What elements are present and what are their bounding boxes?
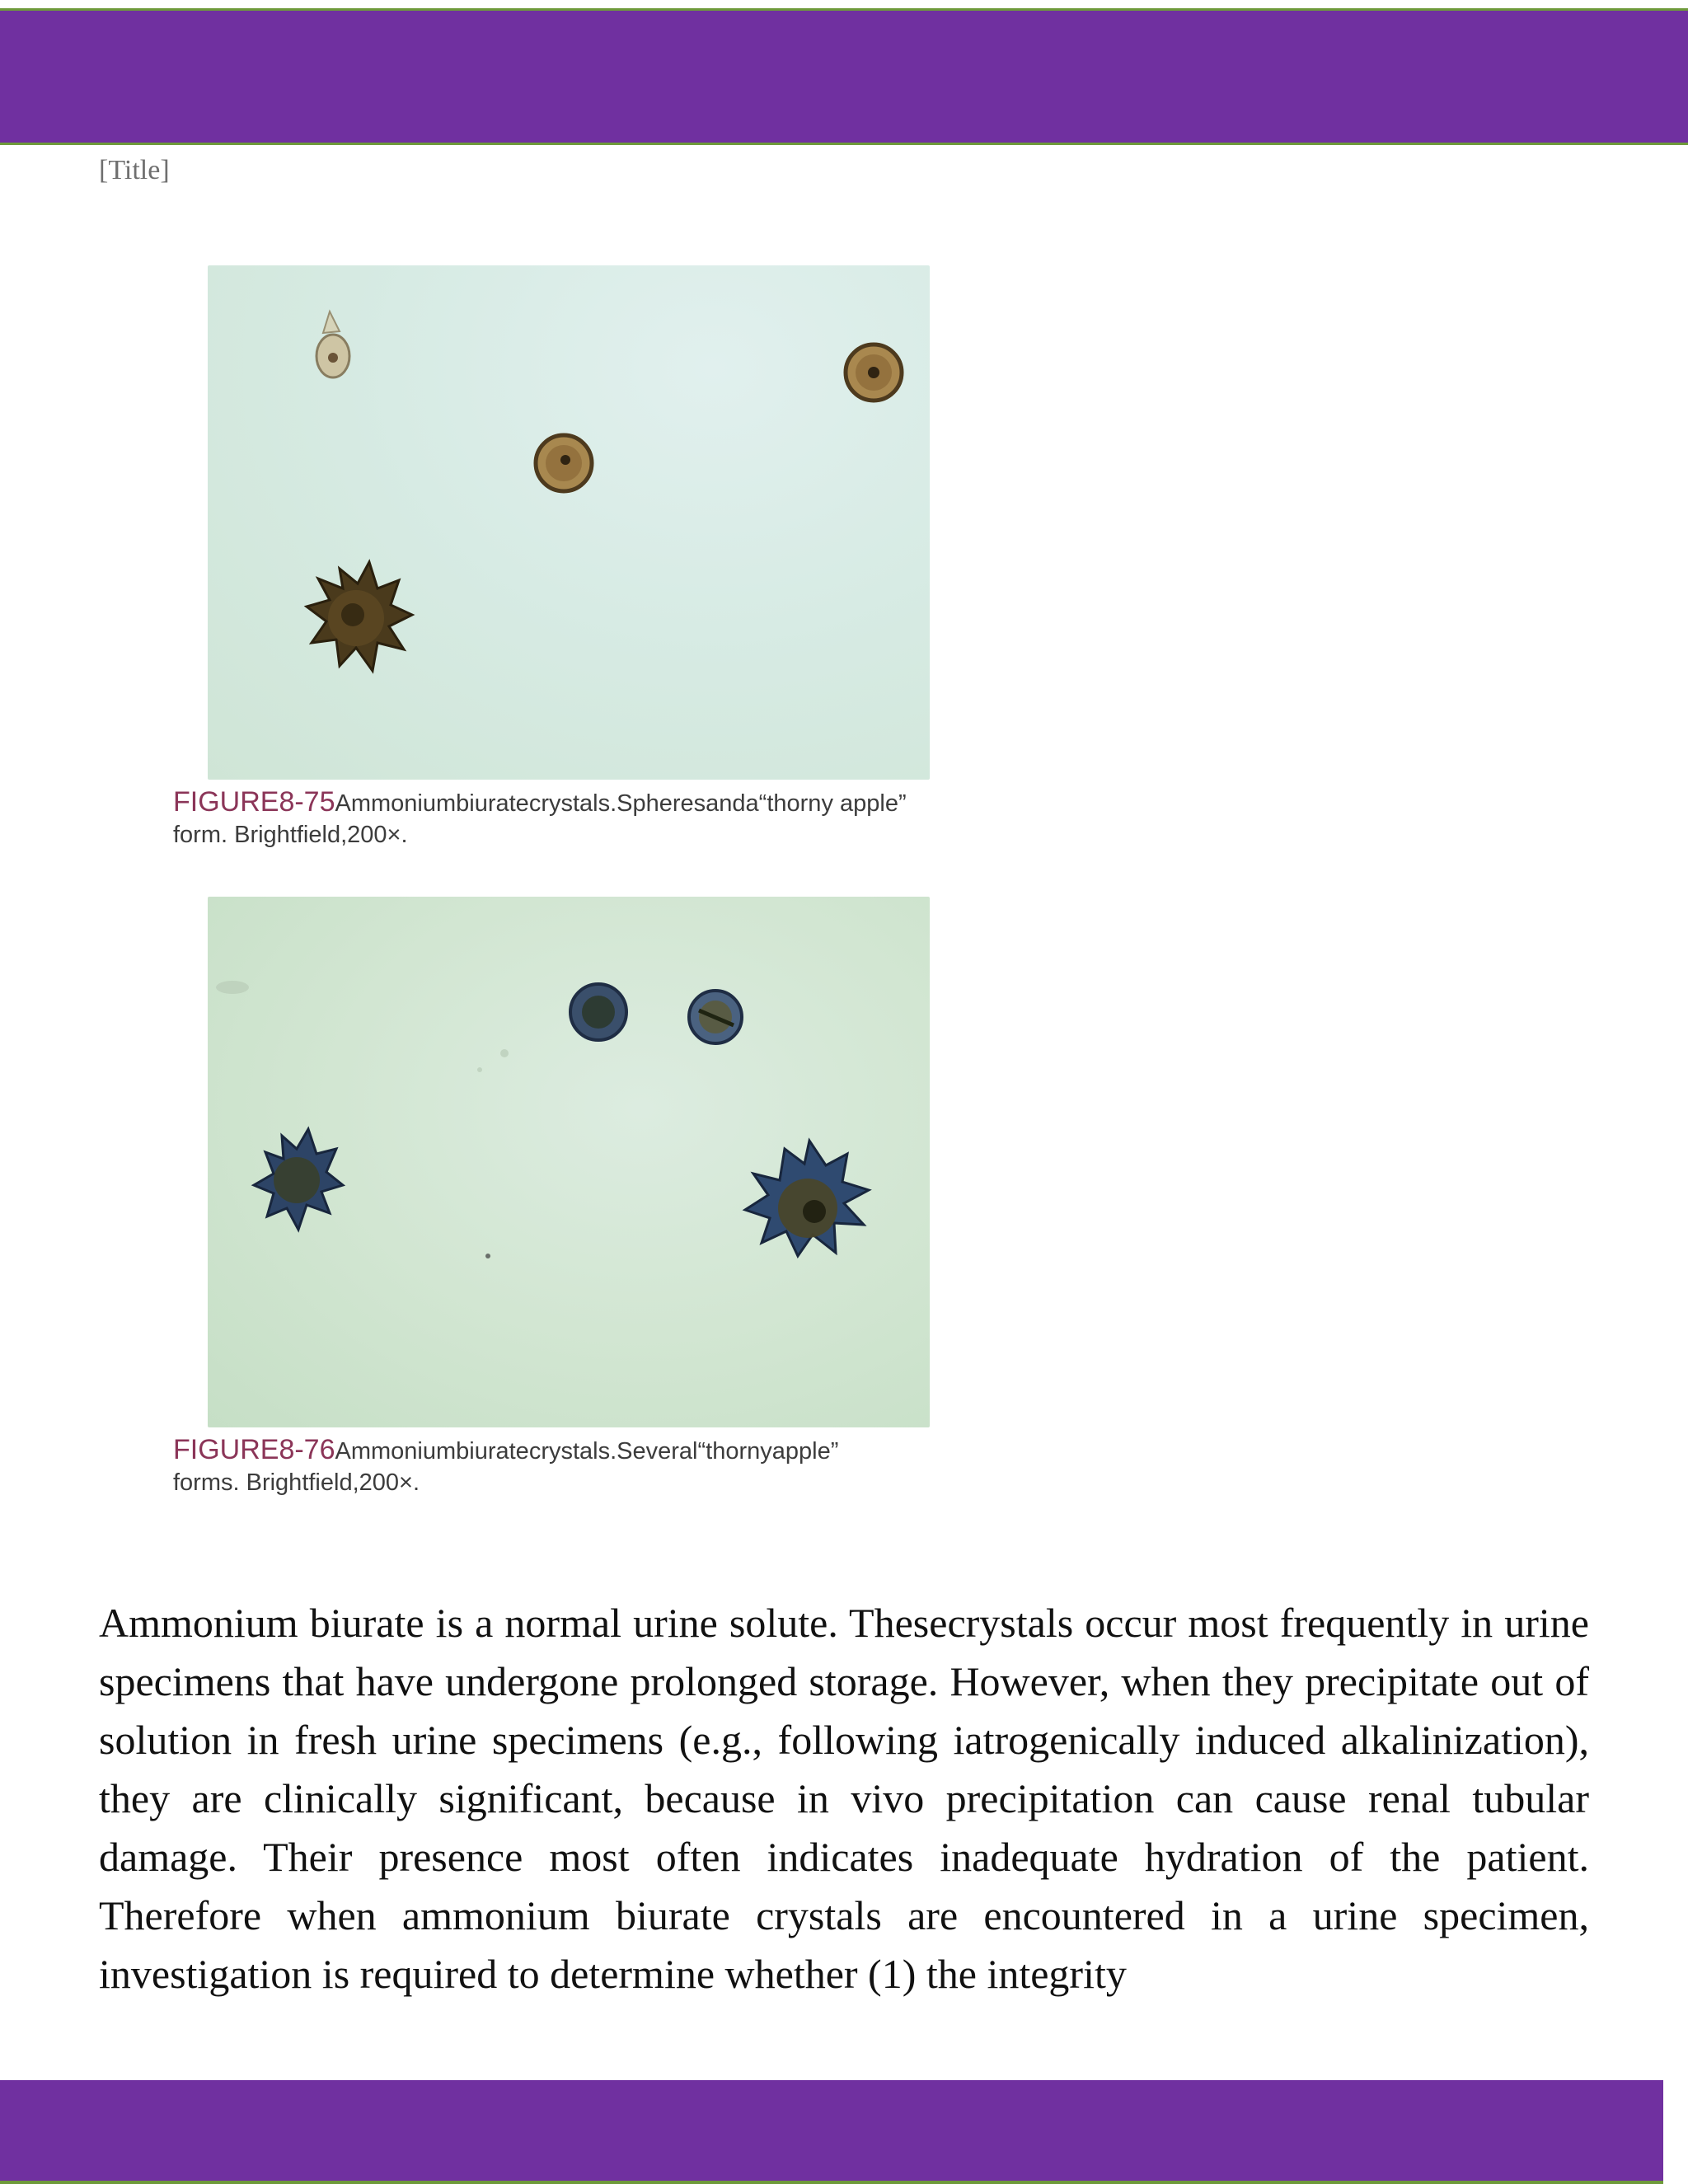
debris-specks [216, 981, 509, 1258]
crystal-thorny-right [745, 1141, 869, 1256]
body-paragraph: Ammonium biurate is a normal urine solute. Thesecrystals occur most frequently in urine specimens that have undergone prolonged storage. However, when they precipitate out of solution in fresh urine specimens (e.g., following iatrogenically induced alkalinization), they are clinically significant, because in vivo precipitation can cause renal tubular damage. Their presence most often indicates inadequate hydration of the patient. Therefore when ammonium biurate crystals are encountered in a urine specimen, investigation is required to determine whether (1) the integrity [99, 1600, 1589, 1997]
page-title-placeholder[interactable]: [Title] [99, 155, 170, 185]
crystal-thorny-left [254, 1129, 343, 1230]
crystal-top-rough [570, 984, 626, 1040]
figure-label-1: FIGURE8-75 [173, 786, 335, 818]
micrograph-2-drawing [208, 897, 930, 1427]
figure-label-2: FIGURE8-76 [173, 1434, 335, 1465]
figure-caption-2-line2: forms. Brightfield,200×. [173, 1469, 420, 1496]
crystal-thorny-apple [307, 562, 412, 671]
micrograph-1-drawing [208, 265, 930, 780]
crystal-sphere-right [846, 344, 902, 401]
crystal-top-pair [689, 991, 742, 1043]
figure-8-75 [173, 265, 973, 851]
figure-8-76 [173, 897, 973, 1498]
crystal-small-faint [316, 312, 349, 377]
figure-caption-2 [173, 1434, 973, 1498]
micrograph-image-2 [208, 897, 930, 1427]
figure-caption-1-line2: form. Brightfield,200×. [173, 822, 408, 848]
micrograph-image-1 [208, 265, 930, 780]
crystal-sphere-middle [536, 435, 592, 491]
figure-caption-1-line1: Ammoniumbiuratecrystals.Spheresanda“thorny apple” [335, 790, 907, 817]
header-band [0, 8, 1688, 145]
figure-caption-1 [173, 786, 973, 851]
footer-band [0, 2080, 1663, 2184]
figure-caption-2-line1: Ammoniumbiuratecrystals.Several“thornyapple” [335, 1438, 839, 1465]
